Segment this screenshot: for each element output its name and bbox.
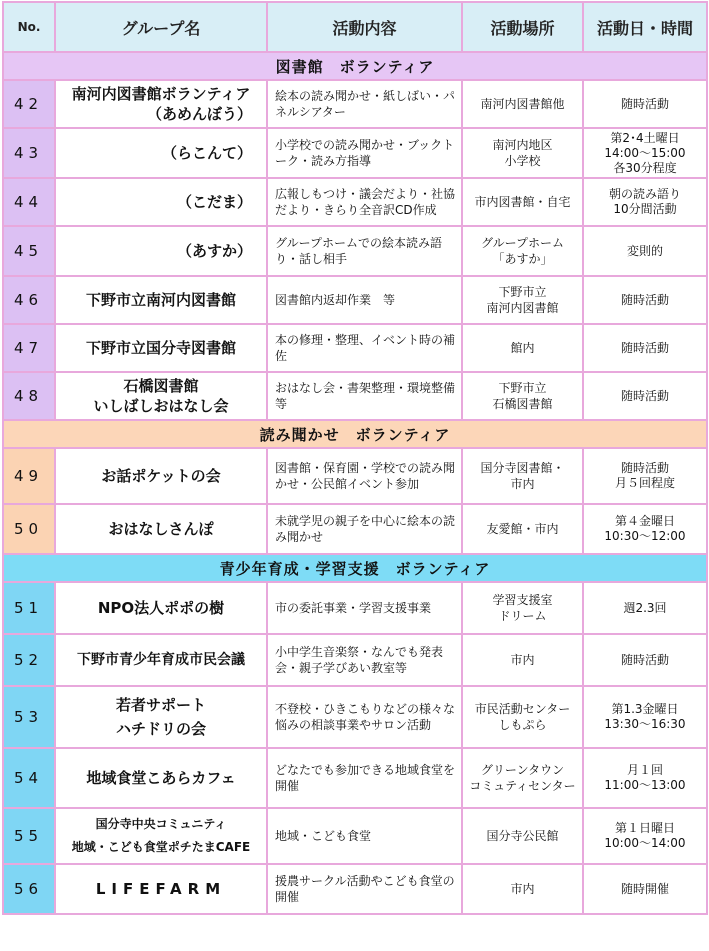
activity-time <box>583 128 707 178</box>
activity-time <box>583 582 707 634</box>
activity-content: 図書館・保育園・学校での読み聞かせ・公民館イベント参加 <box>267 448 462 504</box>
group-name-line: 下野市立南河内図書館 <box>85 291 236 309</box>
group-name-line: いしばしおはなし会 <box>93 397 229 415</box>
time-line: 10:00～14:00 <box>604 836 686 850</box>
place-line: 市民活動センター <box>474 702 571 716</box>
place-line: 下野市立 <box>498 285 547 299</box>
table-row <box>3 748 707 808</box>
activity-content: 援農サークル活動やこども食堂の開催 <box>267 864 462 914</box>
header-no: No. <box>3 2 55 52</box>
group-name <box>55 504 267 554</box>
activity-content: 市の委託事業・学習支援事業 <box>267 582 462 634</box>
time-line: 第１日曜日 <box>614 821 675 835</box>
table-row <box>3 372 707 420</box>
time-line: 第４金曜日 <box>614 514 675 528</box>
row-number: 56 <box>3 864 55 914</box>
activity-place <box>462 748 583 808</box>
activity-content: おはなし会・書架整理・環境整備等 <box>267 372 462 420</box>
group-name-line: 地域・こども食堂ポチたまCAFE <box>71 840 251 854</box>
activity-content: 地域・こども食堂 <box>267 808 462 864</box>
table-row <box>3 128 707 178</box>
place-line: 国分寺図書館・ <box>480 461 565 475</box>
activity-time <box>583 372 707 420</box>
place-line: 南河内地区 <box>492 138 553 152</box>
activity-time <box>583 178 707 226</box>
group-name <box>55 748 267 808</box>
header-place: 活動場所 <box>462 2 583 52</box>
group-name-line: 若者サポート <box>115 696 206 714</box>
activity-place <box>462 226 583 276</box>
time-line: 週2.3回 <box>623 600 667 615</box>
header-group-name: グループ名 <box>55 2 267 52</box>
time-line: 随時活動 <box>620 96 669 111</box>
table-row <box>3 504 707 554</box>
activity-content: 不登校・ひきこもりなどの様々な悩みの相談事業やサロン活動 <box>267 686 462 748</box>
group-name-line: 南河内図書館ボランティア <box>71 85 251 103</box>
row-number: 55 <box>3 808 55 864</box>
header-time: 活動日・時間 <box>583 2 707 52</box>
section-title: 青少年育成・学習支援 ボランティア <box>3 554 707 582</box>
activity-content: 小中学生音楽祭・なんでも発表会・親子学びあい教室等 <box>267 634 462 686</box>
place-line: 市内 <box>510 477 535 491</box>
activity-place <box>462 128 583 178</box>
activity-time <box>583 808 707 864</box>
activity-place <box>462 504 583 554</box>
activity-place <box>462 372 583 420</box>
table-row <box>3 226 707 276</box>
group-name-line: 国分寺中央コミュニティ <box>95 817 227 831</box>
activity-time <box>583 276 707 324</box>
section-header-reading <box>3 420 707 448</box>
row-number: 45 <box>3 226 55 276</box>
group-name-line: 下野市立国分寺図書館 <box>85 339 236 357</box>
table-row <box>3 582 707 634</box>
place-line: 国分寺公民館 <box>486 829 559 843</box>
group-name-line: 石橋図書館 <box>123 377 199 395</box>
table-row <box>3 686 707 748</box>
place-line: 小学校 <box>504 154 541 168</box>
group-name <box>55 372 267 420</box>
activity-content: 未就学児の親子を中心に絵本の読み聞かせ <box>267 504 462 554</box>
group-name-line: ハチドリの会 <box>115 720 206 738</box>
time-line: 10:30～12:00 <box>604 529 686 543</box>
table-row <box>3 634 707 686</box>
group-name-line: おはなしさんぽ <box>108 520 214 538</box>
time-line: 朝の読み語り <box>608 187 681 201</box>
place-line: 南河内図書館 <box>486 301 559 315</box>
group-name-line: （こだま） <box>176 193 252 211</box>
place-line: グリーンタウン <box>480 763 565 777</box>
group-name <box>55 808 267 864</box>
group-name-line: （らこんて） <box>161 144 252 162</box>
row-number: 50 <box>3 504 55 554</box>
table-row <box>3 80 707 128</box>
activity-place <box>462 582 583 634</box>
time-line: 各30分程度 <box>613 160 677 175</box>
group-name <box>55 634 267 686</box>
activity-place <box>462 80 583 128</box>
group-name-line: LIFEFARM <box>95 880 227 898</box>
place-line: 「あすか」 <box>492 252 553 266</box>
group-name <box>55 686 267 748</box>
time-line: 14:00～15:00 <box>604 145 686 160</box>
place-line: 下野市立 <box>498 381 547 395</box>
time-line: 随時活動 <box>620 461 669 475</box>
row-number: 44 <box>3 178 55 226</box>
place-line: 市内 <box>510 882 535 896</box>
time-line: 13:30～16:30 <box>604 717 686 731</box>
activity-content: グループホームでの絵本読み語り・話し相手 <box>267 226 462 276</box>
activity-place <box>462 686 583 748</box>
activity-place <box>462 634 583 686</box>
time-line: 月１回 <box>626 763 663 777</box>
group-name <box>55 324 267 372</box>
time-line: 随時活動 <box>620 340 669 355</box>
group-name <box>55 582 267 634</box>
time-line: 随時開催 <box>620 881 669 896</box>
section-header-library <box>3 52 707 80</box>
row-number: 52 <box>3 634 55 686</box>
table-row <box>3 864 707 914</box>
activity-time <box>583 864 707 914</box>
group-name-line: （あめんぼう） <box>146 105 252 123</box>
activity-time <box>583 448 707 504</box>
row-number: 48 <box>3 372 55 420</box>
row-number: 54 <box>3 748 55 808</box>
row-number: 51 <box>3 582 55 634</box>
time-line: 月５回程度 <box>614 476 675 490</box>
row-number: 49 <box>3 448 55 504</box>
section-header-youth <box>3 554 707 582</box>
row-number: 46 <box>3 276 55 324</box>
row-number: 53 <box>3 686 55 748</box>
volunteer-table <box>2 1 708 915</box>
group-name <box>55 128 267 178</box>
header-row <box>3 2 707 52</box>
activity-time <box>583 80 707 128</box>
place-line: グループホーム <box>480 236 565 250</box>
activity-content: どなたでも参加できる地域食堂を開催 <box>267 748 462 808</box>
activity-time <box>583 324 707 372</box>
time-line: 随時活動 <box>620 292 669 307</box>
place-line: ドリーム <box>498 609 547 623</box>
place-line: しもぷら <box>498 718 547 732</box>
activity-time <box>583 748 707 808</box>
table-row <box>3 324 707 372</box>
activity-time <box>583 634 707 686</box>
time-line: 変則的 <box>626 243 663 258</box>
time-line: 第1.3金曜日 <box>611 702 679 716</box>
activity-place <box>462 808 583 864</box>
activity-time <box>583 504 707 554</box>
section-title: 図書館 ボランティア <box>3 52 707 80</box>
activity-content: 図書館内返却作業 等 <box>267 276 462 324</box>
place-line: 市内図書館・自宅 <box>474 195 571 209</box>
activity-content: 本の修理・整理、イベント時の補佐 <box>267 324 462 372</box>
group-name <box>55 864 267 914</box>
place-line: 市内 <box>510 653 535 667</box>
table-row <box>3 178 707 226</box>
table-row <box>3 448 707 504</box>
time-line: 随時活動 <box>620 388 669 403</box>
group-name <box>55 276 267 324</box>
group-name-line: （あすか） <box>176 242 252 260</box>
group-name-line: お話ポケットの会 <box>101 467 221 485</box>
group-name <box>55 178 267 226</box>
time-line: 11:00～13:00 <box>604 778 686 792</box>
time-line: 10分間活動 <box>613 202 677 216</box>
table-row <box>3 808 707 864</box>
row-number: 42 <box>3 80 55 128</box>
group-name <box>55 80 267 128</box>
row-number: 47 <box>3 324 55 372</box>
place-line: 学習支援室 <box>492 593 553 607</box>
section-title: 読み聞かせ ボランティア <box>3 420 707 448</box>
group-name <box>55 448 267 504</box>
activity-place <box>462 178 583 226</box>
activity-time <box>583 226 707 276</box>
place-line: コミュティセンター <box>469 779 576 793</box>
row-number: 43 <box>3 128 55 178</box>
activity-place <box>462 324 583 372</box>
place-line: 石橋図書館 <box>492 397 553 411</box>
place-line: 館内 <box>510 341 535 355</box>
place-line: 南河内図書館他 <box>480 97 565 111</box>
activity-time <box>583 686 707 748</box>
table-row <box>3 276 707 324</box>
activity-content: 広報しもつけ・議会だより・社協だより・きらり全音訳CD作成 <box>267 178 462 226</box>
activity-content: 小学校での読み聞かせ・ブックトーク・読み方指導 <box>267 128 462 178</box>
header-activity: 活動内容 <box>267 2 462 52</box>
activity-content: 絵本の読み聞かせ・紙しばい・パネルシアター <box>267 80 462 128</box>
group-name-line: 下野市青少年育成市民会議 <box>77 652 245 668</box>
activity-place <box>462 864 583 914</box>
activity-place <box>462 448 583 504</box>
time-line: 随時活動 <box>620 652 669 667</box>
group-name-line: 地域食堂こあらカフェ <box>86 769 236 787</box>
group-name <box>55 226 267 276</box>
place-line: 友愛館・市内 <box>486 522 559 536</box>
activity-place <box>462 276 583 324</box>
group-name-line: NPO法人ポポの樹 <box>97 599 225 617</box>
time-line: 第2･4土曜日 <box>610 130 680 145</box>
